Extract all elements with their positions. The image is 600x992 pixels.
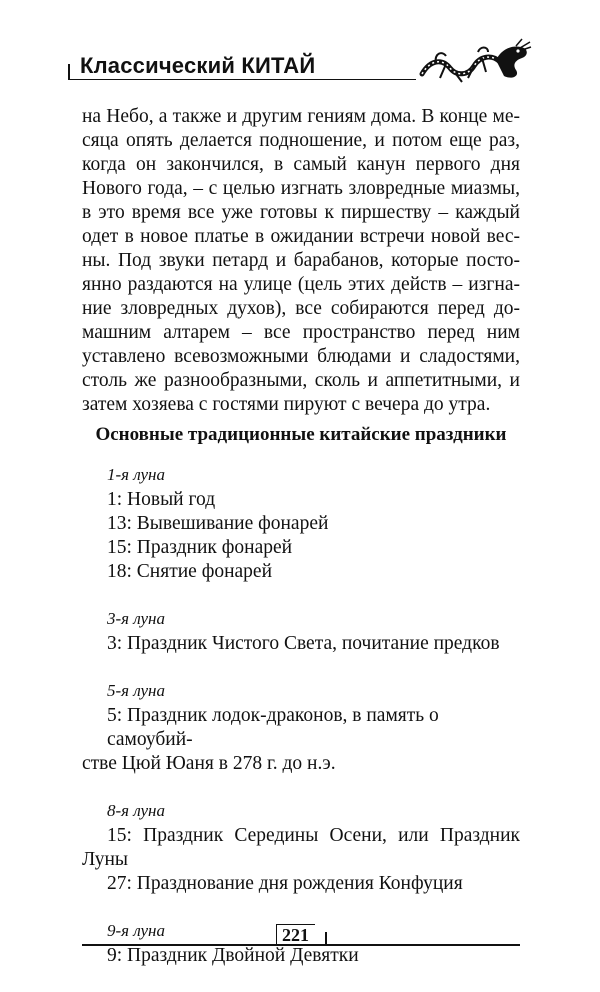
- moon-group-8: [82, 800, 520, 896]
- paragraph-line: Нового года, – с целью изгнать зловредные миазмы,: [82, 178, 520, 199]
- holiday-entry-continuation: стве Цюй Юаня в 278 г. до н.э.: [82, 753, 336, 774]
- holiday-entry: 3: Праздник Чистого Света, почитание предков: [107, 633, 500, 654]
- paragraph-line: в это время все уже готовы к пиршеству – каждый: [82, 202, 520, 223]
- paragraph-line: затем хозяева с гостями пируют с вечера до утра.: [82, 394, 491, 415]
- holiday-entry: 27: Празднование дня рождения Конфуция: [107, 873, 463, 894]
- moon-group-5: [82, 680, 520, 776]
- holiday-entry-continuation: Луны: [82, 849, 129, 870]
- moon-group-3: [107, 608, 520, 656]
- section-heading: Основные традиционные китайские праздники: [95, 424, 507, 445]
- dragon-icon: [416, 38, 532, 84]
- holiday-entry: 15: Праздник фонарей: [107, 537, 293, 558]
- running-header: [68, 38, 526, 84]
- paragraph-line: ние зловредных духов), все собираются перед до-: [82, 298, 520, 319]
- paragraph-line: одет в новое платье в ожидании встречи новой вес-: [82, 226, 520, 247]
- paragraph-line: машним алтарем – все пространство перед ним: [82, 322, 520, 343]
- paragraph-line: когда он закончился, в самый канун первого дня: [82, 154, 520, 175]
- holiday-entry: 15: Праздник Середины Осени, или Праздник: [107, 825, 520, 846]
- moon-title: 1-я луна: [107, 465, 165, 484]
- paragraph-line: сяца опять делается подношение, и потом еще раз,: [82, 130, 520, 151]
- book-title: Классический КИТАЙ: [80, 53, 316, 78]
- moon-title: 9-я луна: [107, 921, 165, 940]
- body-paragraph: [82, 105, 520, 417]
- paragraph-line: столь же разнообразными, сколь и аппетитными, и: [82, 370, 520, 391]
- holiday-entry: 13: Вывешивание фонарей: [107, 513, 329, 534]
- moon-title: 5-я луна: [107, 681, 165, 700]
- paragraph-line: ны. Под звуки петард и барабанов, которые посто-: [82, 250, 520, 271]
- holiday-entry: 9: Праздник Двойной Девятки: [107, 945, 359, 966]
- page-number-bracket: [325, 932, 327, 945]
- holiday-entry: 18: Снятие фонарей: [107, 561, 273, 582]
- moon-group-1: [107, 464, 520, 584]
- holiday-list: [82, 464, 520, 992]
- moon-title: 8-я луна: [107, 801, 165, 820]
- holiday-entry: 1: Новый год: [107, 489, 216, 510]
- holiday-entry: 5: Праздник лодок-драконов, в память о самоубий-: [107, 705, 439, 750]
- page-number: 221: [276, 924, 315, 945]
- paragraph-line: на Небо, а также и другим гениям дома. В конце ме-: [82, 106, 520, 127]
- paragraph-line: уставлено всевозможными блюдами и сладостями,: [82, 346, 520, 367]
- moon-title: 3-я луна: [107, 609, 165, 628]
- paragraph-line: янно раздаются на улице (цель этих действ – изгна-: [82, 274, 520, 295]
